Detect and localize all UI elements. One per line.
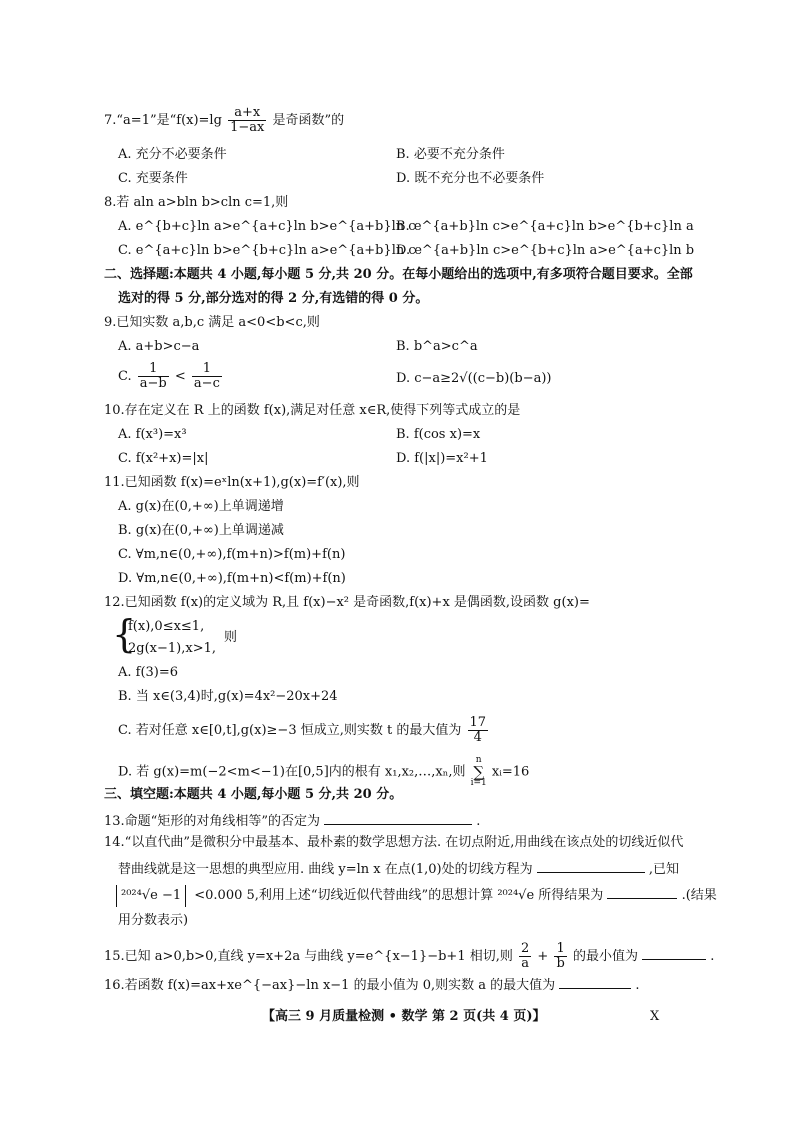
q10-option-a: A. f(x³)=x³ [118, 427, 187, 442]
answer-blank-15[interactable] [642, 945, 706, 960]
section-2-heading-cont: 选对的得 5 分,部分选对的得 2 分,有选错的得 0 分。 [118, 291, 429, 306]
answer-blank-16[interactable] [559, 974, 631, 989]
answer-blank-13[interactable] [324, 810, 472, 825]
question-12: 12.已知函数 f(x)的定义域为 R,且 f(x)−x² 是奇函数,f(x)+x 是偶函数,设函数 g(x)= [104, 595, 590, 610]
q14-line-4: 用分数表示) [118, 913, 189, 928]
section-2-heading: 二、选择题:本题共 4 小题,每小题 5 分,共 20 分。在每小题给出的选项中,有多项符合题目要求。全部 [104, 267, 693, 282]
question-11: 11.已知函数 f(x)=eˣln(x+1),g(x)=f′(x),则 [104, 475, 360, 490]
question-10: 10.存在定义在 R 上的函数 f(x),满足对任意 x∈R,使得下列等式成立的是 [104, 403, 521, 418]
q12-option-d: D. 若 g(x)=m(−2<m<−1)在[0,5]内的根有 x₁,x₂,…,xₙ,则 n ∑ i=1 xᵢ=16 [118, 755, 530, 788]
q8-option-a: A. e^{b+c}ln a>e^{a+c}ln b>e^{a+b}ln c [118, 219, 416, 234]
q11-option-a: A. g(x)在(0,+∞)上单调递增 [118, 499, 284, 514]
q9-option-d: D. c−a≥2√((c−b)(b−a)) [396, 371, 552, 386]
summation-symbol: n ∑ i=1 [470, 755, 487, 788]
page-footer: 【高三 9 月质量检测 • 数学 第 2 页(共 4 页)】 [262, 1009, 546, 1024]
q12-case-1: f(x),0≤x≤1, [128, 619, 205, 634]
answer-blank-14a[interactable] [537, 858, 645, 873]
q12-then: 则 [224, 630, 238, 645]
q7-option-b: B. 必要不充分条件 [396, 147, 505, 162]
q12-case-2: 2g(x−1),x>1, [128, 641, 216, 656]
q9-option-c: C. $\frac{1}{a-b}$ < $\frac{1}{a-c}$ [118, 361, 220, 391]
q8-option-d: D. e^{a+b}ln c>e^{b+c}ln a>e^{a+c}ln b [396, 243, 695, 258]
q10-option-b: B. f(cos x)=x [396, 427, 481, 442]
q7-option-c: C. 充要条件 [118, 171, 188, 186]
q12-option-a: A. f(3)=6 [118, 665, 179, 680]
q8-option-c: C. e^{a+c}ln b>e^{b+c}ln a>e^{a+b}ln c [118, 243, 416, 258]
q7-option-d: D. 既不充分也不必要条件 [396, 171, 545, 186]
question-7: 7.“a=1”是“f(x)=lg $\frac{a+x}{1-ax}$ 是奇函数”的 [104, 105, 345, 135]
question-14: 14.“以直代曲”是微积分中最基本、最朴素的数学思想方法. 在切点附近,用曲线在该点处的切线近似代 [104, 835, 684, 850]
piecewise-brace: { [112, 612, 137, 656]
q7-stem: 7.“a=1”是“f(x)=lg [104, 113, 222, 128]
question-8: 8.若 aln a>bln b>cln c=1,则 [104, 195, 289, 210]
question-16: 16.若函数 f(x)=ax+xe^{−ax}−ln x−1 的最小值为 0,则实数 a 的最大值为 . [104, 974, 640, 995]
section-3-heading: 三、填空题:本题共 4 小题,每小题 5 分,共 20 分。 [104, 787, 403, 802]
q11-option-d: D. ∀m,n∈(0,+∞),f(m+n)<f(m)+f(n) [118, 571, 346, 586]
question-15: 15.已知 a>0,b>0,直线 y=x+2a 与曲线 y=e^{x−1}−b+1 相切,则 $\frac{2}{a}$ + $\frac{1}{b}$ 的最小值为 . [104, 941, 715, 971]
q12-option-c: C. 若对任意 x∈[0,t],g(x)≥−3 恒成立,则实数 t 的最大值为 $\frac{17}{4}$ [118, 715, 487, 745]
q7-option-a: A. 充分不必要条件 [118, 147, 227, 162]
answer-blank-14b[interactable] [607, 884, 677, 899]
q8-option-b: B. e^{a+b}ln c>e^{a+c}ln b>e^{b+c}ln a [396, 219, 694, 234]
paper-version-mark: X [650, 1009, 660, 1024]
q12-option-b: B. 当 x∈(3,4)时,g(x)=4x²−20x+24 [118, 689, 338, 704]
q11-option-b: B. g(x)在(0,+∞)上单调递减 [118, 523, 284, 538]
q14-line-2: 替曲线就是这一思想的典型应用. 曲线 y=ln x 在点(1,0)处的切线方程为 ,已知 [118, 858, 679, 879]
q11-option-c: C. ∀m,n∈(0,+∞),f(m+n)>f(m)+f(n) [118, 547, 346, 562]
q9-option-a: A. a+b>c−a [118, 339, 200, 354]
question-13: 13.命题“矩形的对角线相等”的否定为 . [104, 810, 480, 831]
question-9: 9.已知实数 a,b,c 满足 a<0<b<c,则 [104, 315, 320, 330]
q7-fraction: $\frac{a+x}{1-ax}$ [230, 105, 265, 135]
q10-option-d: D. f(|x|)=x²+1 [396, 451, 488, 466]
q9-option-b: B. b^a>c^a [396, 339, 478, 354]
q10-option-c: C. f(x²+x)=|x| [118, 451, 209, 466]
q14-line-3: ²⁰²⁴√e −1 <0.000 5,利用上述“切线近似代替曲线”的思想计算 ²⁰²⁴√e 所得结果为 .(结果 [112, 884, 717, 907]
